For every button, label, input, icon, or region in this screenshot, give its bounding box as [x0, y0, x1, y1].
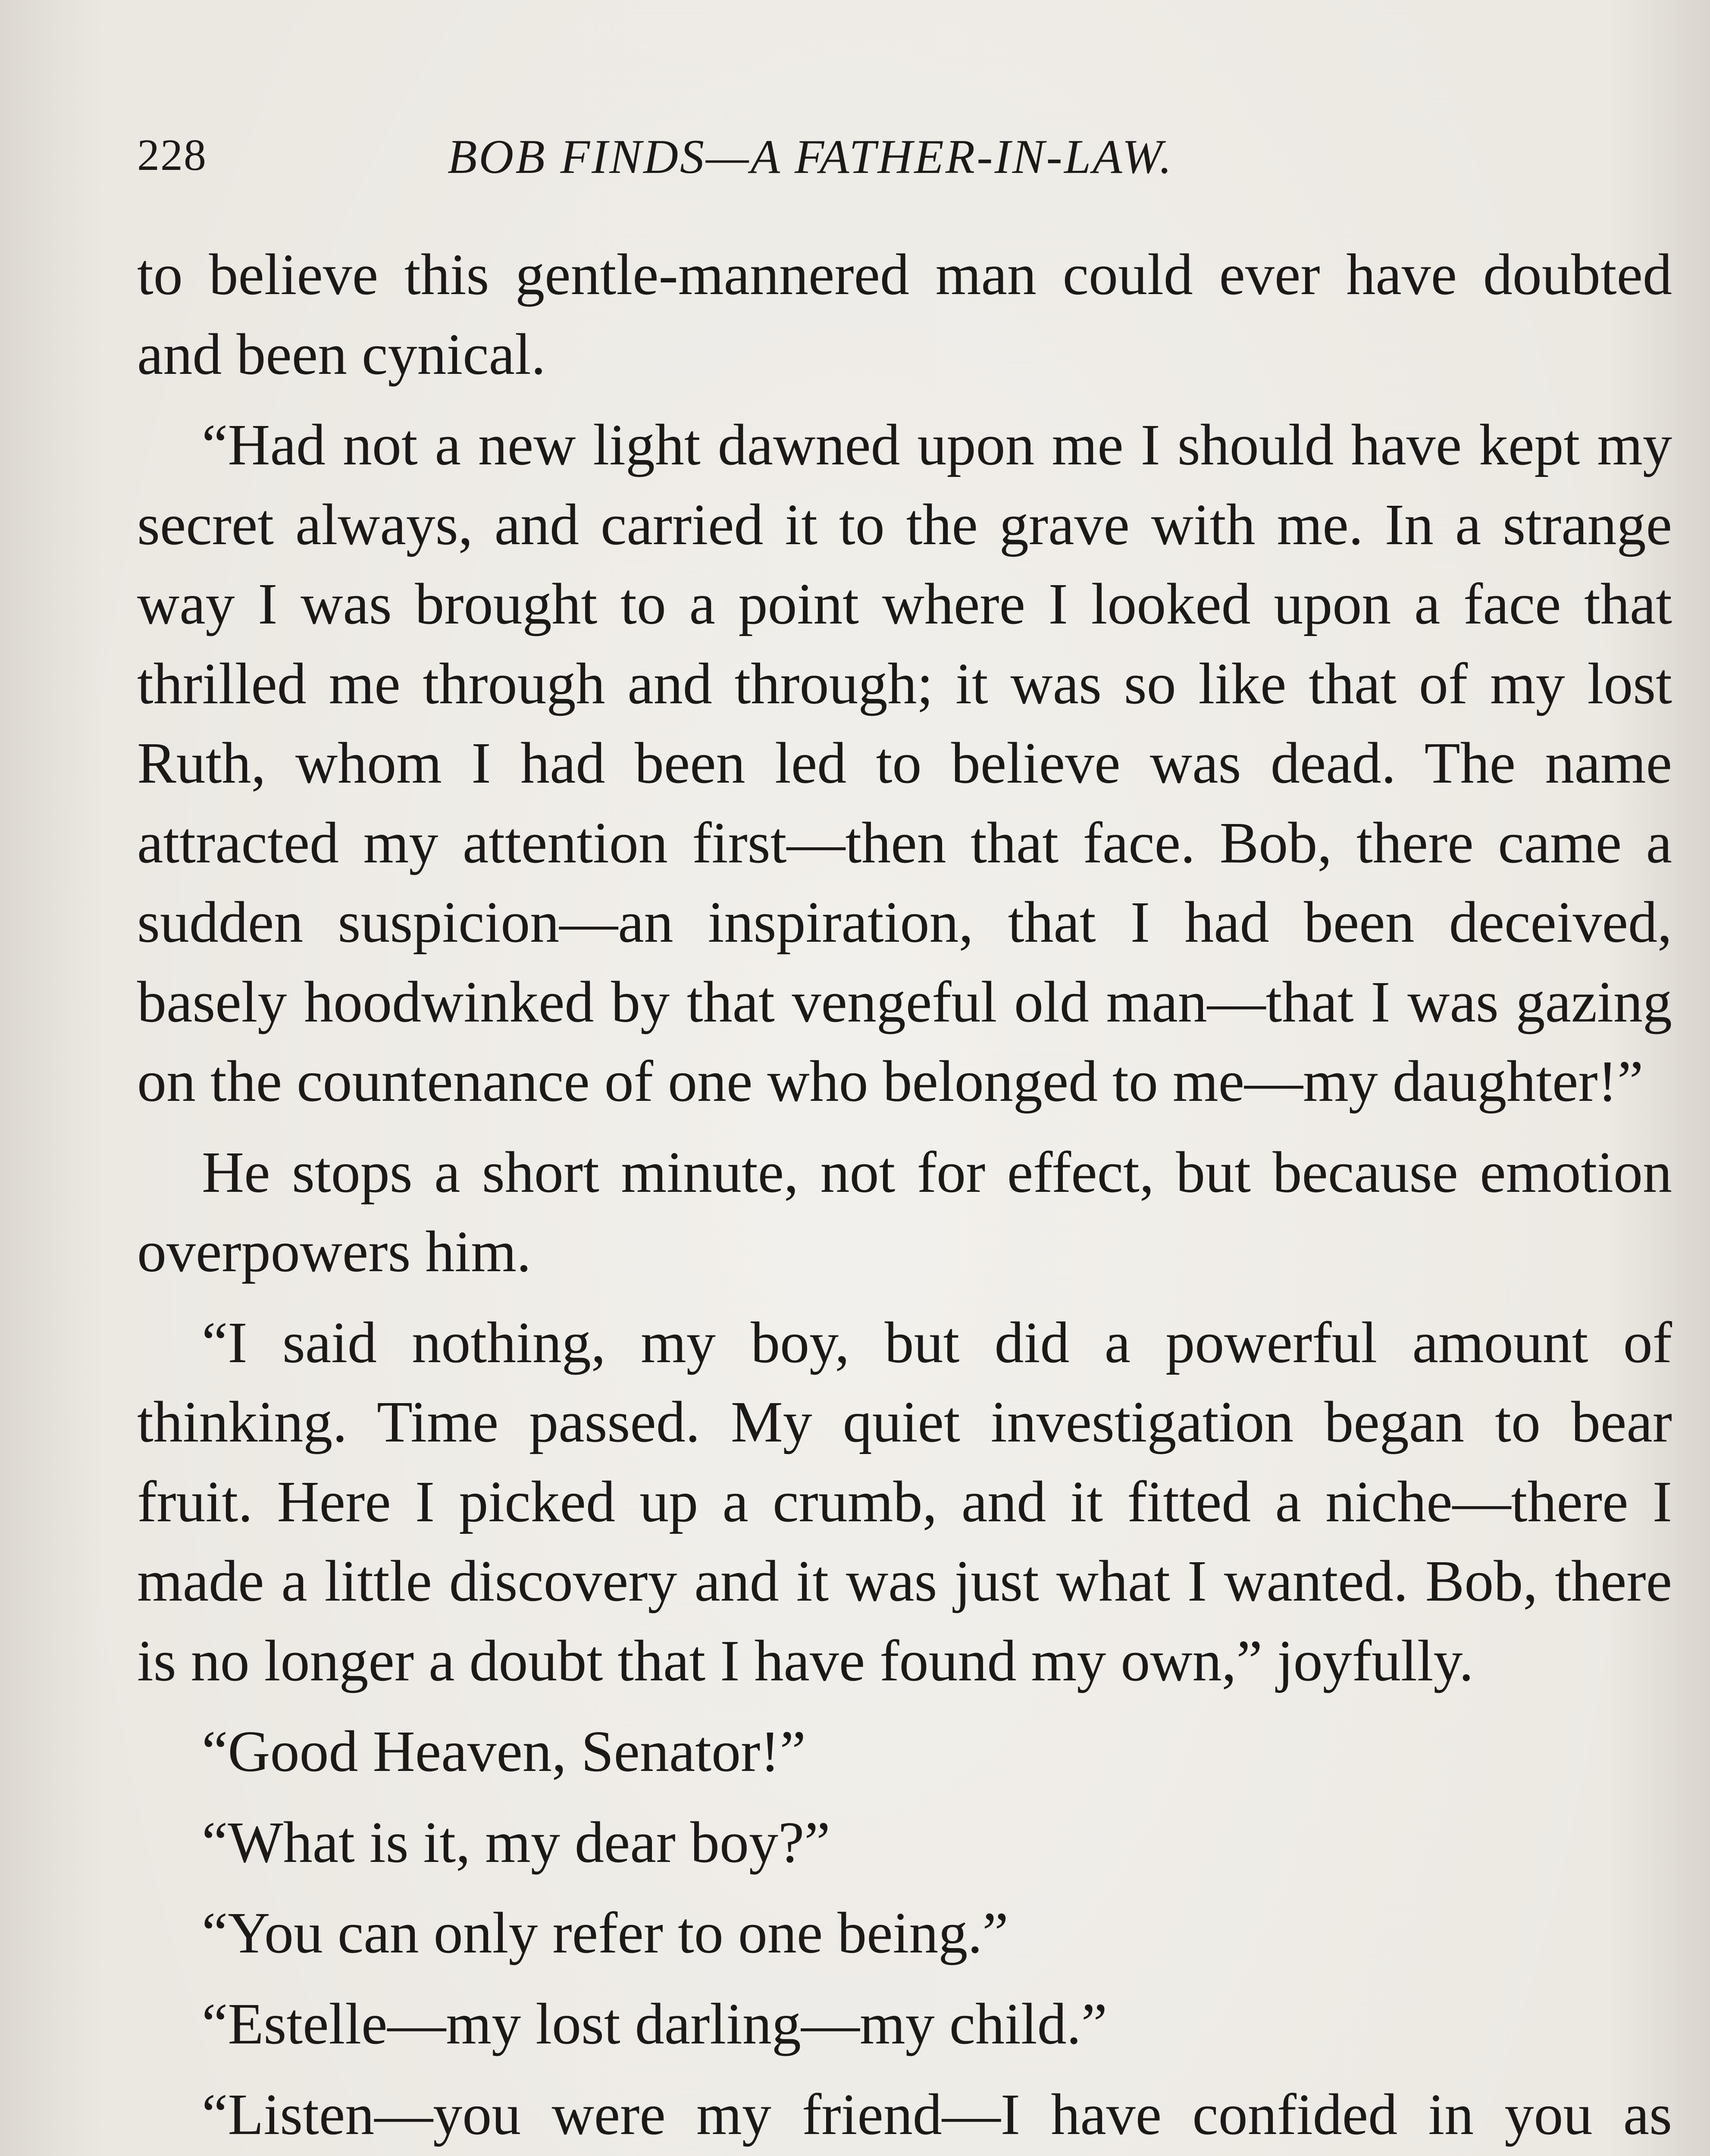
paragraph: “You can only refer to one being.”	[202, 1901, 1008, 1965]
paragraph: to believe this gentle-mannered man could ever have doubted and been cynical.	[137, 242, 1672, 387]
body-text	[137, 235, 1672, 2156]
page-number: 228	[137, 130, 207, 180]
paragraph: He stops a short minute, not for effect, but because emotion overpowers him.	[137, 1140, 1672, 1284]
paragraph: “Estelle—my lost darling—my child.”	[202, 1991, 1108, 2056]
paragraph: “I said nothing, my boy, but did a powerful amount of thinking. Time passed. My quiet investigation began to bear fruit. Here I picked up a crumb, and it fitted a niche—there I made a little discovery and it was just what I wanted. Bob, there is no longer a doubt that I have found my own,” joyfully.	[137, 1310, 1672, 1693]
running-head: BOB FINDS—A FATHER-IN-LAW.	[448, 130, 1174, 184]
paragraph: “Had not a new light dawned upon me I should have kept my secret always, and carried it to the grave with me. In a strange way I was brought to a point where I looked upon a face that thrilled me through and through; it was so like that of my lost Ruth, whom I had been led to believe was dead. The name attracted my attention first—then that face. Bob, there came a sudden suspicion—an inspiration, that I had been deceived, basely hoodwinked by that vengeful old man—that I was gazing on the countenance of one who belonged to me—my daughter!”	[137, 413, 1672, 1114]
paragraph: “Good Heaven, Senator!”	[202, 1719, 806, 1784]
paragraph: “What is it, my dear boy?”	[202, 1810, 830, 1875]
paragraph: “Listen—you were my friend—I have confided in you as	[202, 2082, 1672, 2147]
page-header	[137, 129, 1681, 194]
